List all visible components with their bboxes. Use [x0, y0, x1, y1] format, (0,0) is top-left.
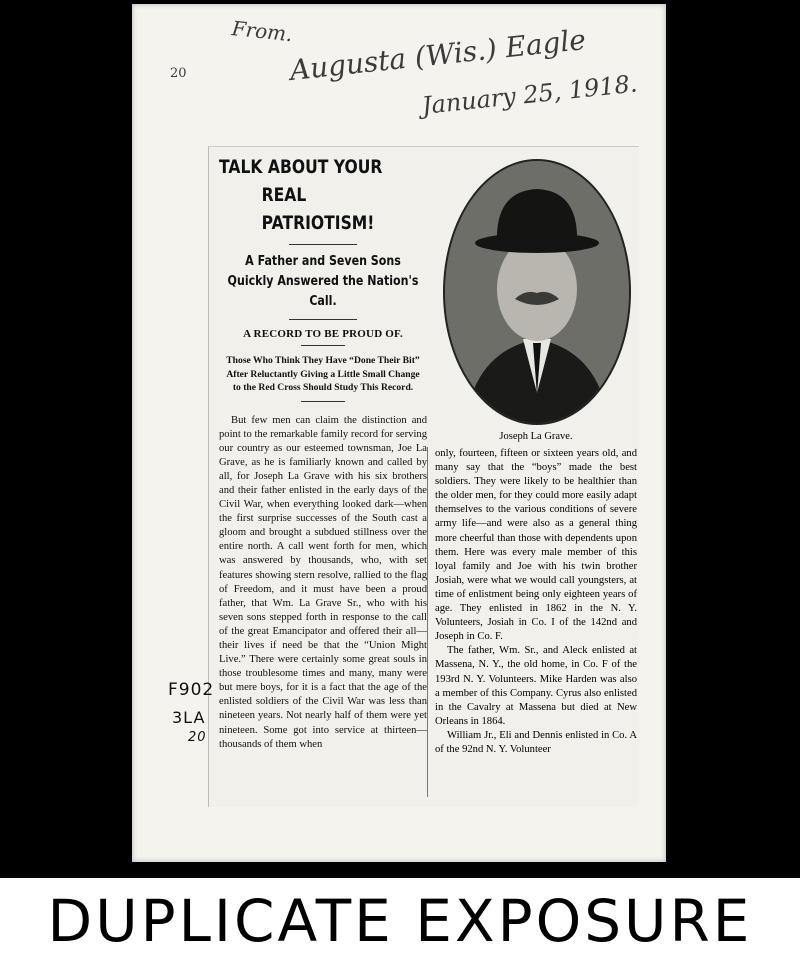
subheadline: A Father and Seven Sons Quickly Answered the Nation's Call. [227, 254, 419, 309]
headline [219, 153, 424, 237]
duplicate-exposure-banner: DUPLICATE EXPOSURE [0, 878, 800, 964]
right-body [435, 447, 637, 757]
left-column [219, 147, 427, 752]
headline-line-1: TALK ABOUT YOUR [219, 156, 383, 178]
right-paragraph-1: only, fourteen, fifteen or sixteen years old, and many say that the “boys” made the best soldiers. They were likely to be healthier than the older men, for they could more easily adapt themselves to the various conditions of severe army life—and were also as a general thing more cheerful than those with dependents upon them. Here was every male member of this loyal family and Joe with his twin brother Josiah, were what we would call youngsters, at time of enlistment being only eighteen years of age. They enlisted in 1862 in the N. Y. Volunteers, Josiah in Co. I of the 142nd and Joseph in Co. F. [435, 448, 637, 643]
photo-caption: Joseph La Grave. [499, 431, 573, 442]
headline-line-2: REAL PATRIOTISM! [261, 184, 375, 234]
handwritten-source: Augusta (Wis.) Eagle [288, 23, 588, 87]
left-paragraph: But few men can claim the distinction and point to the remarkable family record for serving our country as our esteemed townsman, Joe La Grave, as he is familiarly known and called by all, for Joseph La Grave with his six brothers and their father enlisted in the early days of the Civil War, when everything looked dark—when the first surprise successes of the South cast a gloom and brought a subdued stillness over the entire north. A call went forth for men, which was answered by thousands, who, with set features showing stern resolve, rallied to the flag of Freedom, and it must have been a proud father, that Wm. La Grave Sr., who with his seven sons stepped forth in response to the call of the great Emancipator and offered their all—their lives if need be that the “Union Might Live.” There were certainly some great souls in those troublesome times and many, many were but mere boys, for it is a fact that the age of the enlisted soldiers of the Civil War was less than nineteen years. Not nearly half of them were yet nineteen. Some got into service at thirteen—thousands of them when [219, 414, 427, 750]
right-paragraph-2: The father, Wm. Sr., and Aleck enlisted at Massena, N. Y., the old home, in Co. F of the 193rd N. Y. Volunteers. Mike Harden was also a member of this Company. Cyrus also enlisted in the Cavalry at Massena but died at New Orleans in 1864. [435, 645, 637, 727]
column-rule [427, 447, 428, 797]
left-body [219, 414, 427, 752]
handwritten-from: From. [230, 16, 294, 47]
divider [289, 319, 357, 320]
divider [301, 345, 345, 346]
divider [301, 401, 345, 402]
newspaper-clipping [208, 146, 639, 807]
margin-code-2: 3LA [172, 708, 206, 727]
portrait-photo [443, 159, 631, 425]
deck: Those Who Think They Have “Done Their Bit” After Reluctantly Giving a Little Small Change to the Red Cross Should Study This Record. [226, 355, 420, 393]
kicker: A RECORD TO BE PROUD OF. [243, 328, 403, 340]
handwritten-date: January 25, 1918. [420, 69, 639, 120]
divider [289, 244, 357, 245]
handwritten-number: 20 [170, 66, 187, 81]
margin-code-3: 20 [188, 730, 207, 745]
portrait-figure [445, 161, 629, 423]
right-paragraph-3: William Jr., Eli and Dennis enlisted in Co. A of the 92nd N. Y. Volunteer [435, 729, 637, 755]
margin-code-1: F902 [168, 680, 215, 700]
